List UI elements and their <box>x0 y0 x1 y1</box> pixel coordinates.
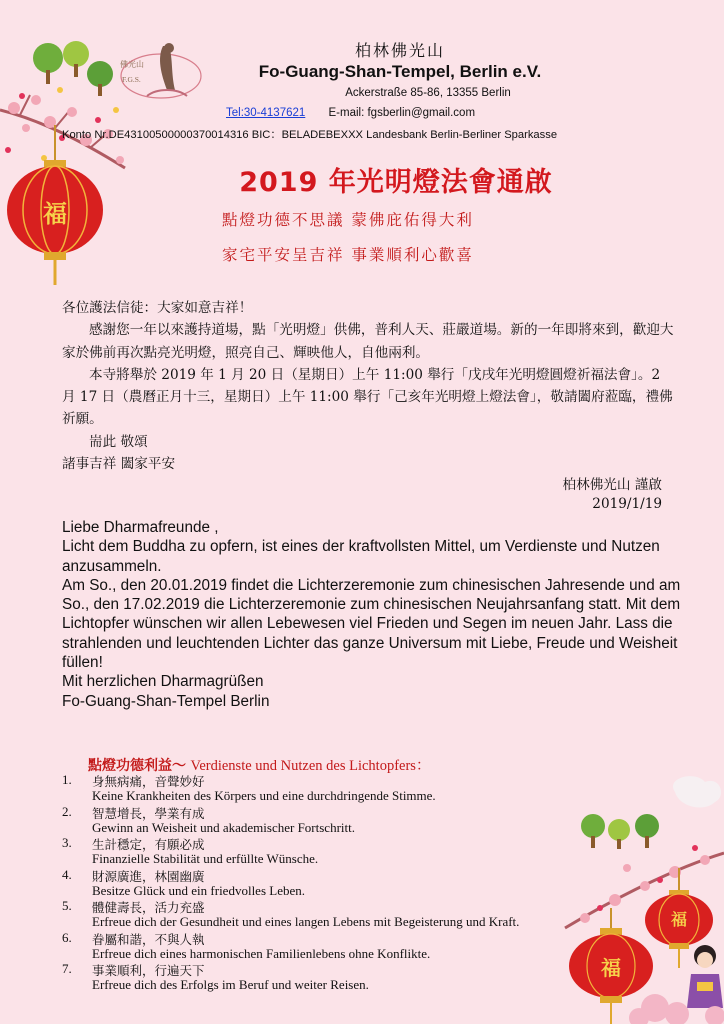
item-number: 4. <box>62 866 72 882</box>
org-name-zh: 柏林佛光山 <box>354 41 445 60</box>
item-de: Erfreue dich des Erfolgs im Beruf und weiter Reisen. <box>92 977 369 992</box>
list-item <box>62 835 622 867</box>
item-zh: 身無病痛，音聲妙好 <box>92 774 205 789</box>
item-zh: 眷屬和諧，不與人執 <box>92 931 205 947</box>
item-number: 2. <box>62 803 72 819</box>
sender-de: Fo-Guang-Shan-Tempel Berlin <box>62 692 270 710</box>
greeting-de: Liebe Dharmafreunde , <box>62 519 219 536</box>
paragraph-zh: 本寺將舉於 2019 年 1 月 20 日（星期日）上午 11:00 舉行「戊戌年光明燈圓燈祈福法會」。2 月 17 日（農曆正月十三，星期日）上午 11:00 舉行「己亥年光明燈上燈法會」，敬請闔府蒞臨，禮佛祈願。 <box>62 366 673 428</box>
item-zh: 智慧增長，學業有成 <box>92 805 205 821</box>
list-item <box>62 930 622 962</box>
bank-details: Konto Nr.DE43100500000370014316 BIC：BELADEBEXXX Landesbank Berlin-Berliner Sparkasse <box>62 129 558 141</box>
benefits-heading-de: Verdienste und Nutzen des Lichtopfers： <box>190 758 431 774</box>
letter-zh <box>62 297 678 475</box>
list-item <box>62 867 622 899</box>
address: Ackerstraße 85-86, 13355 Berlin <box>345 87 511 99</box>
verse-line-1: 點燈功德不思議 蒙佛庇佑得大利 <box>222 211 474 229</box>
verse-line-2: 家宅平安呈吉祥 事業順利心歡喜 <box>222 246 474 264</box>
org-name-de: Fo-Guang-Shan-Tempel, Berlin e.V. <box>258 62 542 81</box>
list-item <box>62 961 622 993</box>
contact-line <box>226 107 475 119</box>
item-zh: 體健壽長，活力充盛 <box>92 900 205 915</box>
list-item <box>62 804 622 836</box>
list-item <box>62 898 622 930</box>
item-de: Erfreue dich der Gesundheit und eines langen Lebens mit Begeisterung und Kraft. <box>92 914 520 929</box>
letter-de <box>62 518 682 711</box>
item-number: 1. <box>62 772 72 787</box>
item-de: Erfreue dich eines harmonischen Familienlebens ohne Konflikte. <box>92 945 431 961</box>
lantern-fu-character: 福 <box>670 910 687 929</box>
letter-date: 2019/1/19 <box>592 496 662 512</box>
item-number: 3. <box>62 835 72 850</box>
greeting-zh: 各位護法信徒：大家如意吉祥！ <box>62 300 253 316</box>
paragraph-zh: 感謝您一年以來護持道場，點「光明燈」供佛，普利人天、莊嚴道場。新的一年即將來到，歡迎大家於佛前再次點亮光明燈，照亮自己、輝映他人，自他兩利。 <box>62 322 674 361</box>
lantern-decoration-bottom-right <box>555 768 724 1024</box>
item-de: Gewinn an Weisheit und akademischer Fortschritt. <box>92 819 355 835</box>
lantern-fu-character: 福 <box>43 199 67 228</box>
item-number: 5. <box>62 898 72 913</box>
page-title: 2019 年光明燈法會通啟 <box>239 167 553 198</box>
item-zh: 生計穩定，有願必成 <box>92 837 205 852</box>
paragraph-zh: 耑此 敬頌 <box>89 433 148 450</box>
signature-zh: 柏林佛光山 謹啟 <box>562 477 662 493</box>
item-zh: 財源廣進，林園幽廣 <box>92 868 205 884</box>
list-item <box>62 772 622 804</box>
paragraph-de: Am So., den 20.01.2019 findet die Lichterzeremonie zum chinesischen Jahresende und am So., den 17.02.2019 die Lichterzeremonie zum chinesischen Neujahrsanfang statt. Mit dem Lichtopfer wünschen wir allen Lebewesen viel Frieden und Segen im neuen Jahr. Lass die strahlenden und leuchtenden Lichter das ganze Universum mit Liebe, Freude und Weisheit füllen! <box>62 576 681 672</box>
logo-subtext: F.G.S. <box>122 75 141 84</box>
item-de: Finanzielle Stabilität und erfüllte Wünsche. <box>92 851 319 866</box>
item-de: Besitze Glück und ein friedvolles Leben. <box>92 882 305 898</box>
lantern-fu-character: 福 <box>601 956 621 980</box>
item-zh: 事業順利，行遍天下 <box>92 963 205 978</box>
closing-zh: 諸事吉祥 闔家平安 <box>62 456 176 473</box>
tel-link[interactable]: Tel:30-4137621 <box>226 107 306 119</box>
closing-de: Mit herzlichen Dharmagrüßen <box>62 673 264 691</box>
logo-text: 佛光山 <box>120 60 144 69</box>
paragraph-de: Licht dem Buddha zu opfern, ist eines der kraftvollsten Mittel, um Verdienste und Nutzen anzusammeln. <box>62 538 660 575</box>
item-number: 6. <box>62 929 72 945</box>
item-number: 7. <box>62 961 72 976</box>
benefits-list <box>62 772 622 993</box>
benefits-heading-zh: 點燈功德利益～ <box>88 758 186 774</box>
email-text: E-mail: fgsberlin@gmail.com <box>328 107 476 119</box>
item-de: Keine Krankheiten des Körpers und eine durchdringende Stimme. <box>92 788 436 803</box>
